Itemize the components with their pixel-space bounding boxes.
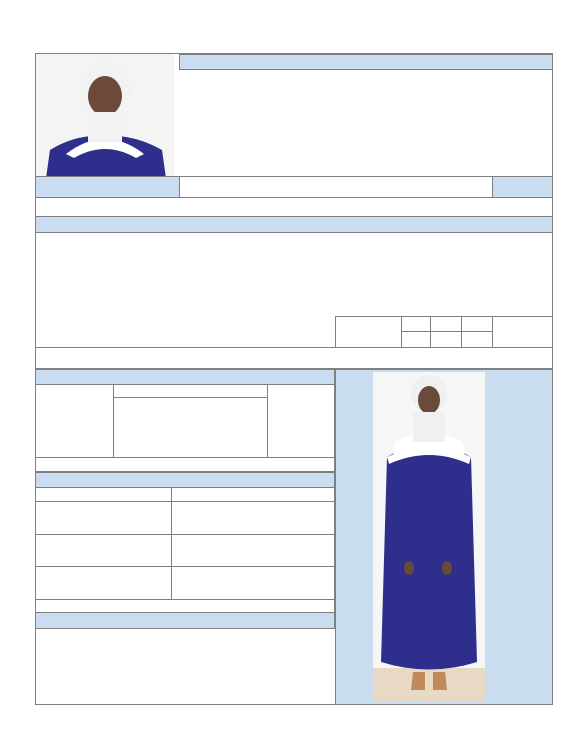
work-bottom-blank (35, 599, 335, 613)
arabic-cell (267, 384, 335, 458)
language-top-blank (113, 384, 268, 398)
qualification-secondary-check[interactable] (430, 331, 462, 348)
work-row-3-country[interactable] (171, 566, 335, 600)
qualification-high[interactable] (401, 316, 431, 332)
qualification-options (401, 316, 493, 348)
work-row-1-years[interactable] (35, 501, 172, 535)
work-row-2-country[interactable] (171, 534, 335, 567)
qualification-label (335, 316, 402, 348)
qualification-high-check[interactable] (401, 331, 431, 348)
qualification-primary-check[interactable] (461, 331, 493, 348)
applicant-photo-full-body (373, 372, 485, 702)
full-name-label (35, 176, 180, 198)
work-row-1-country[interactable] (171, 501, 335, 535)
work-row-2-years[interactable] (35, 534, 172, 567)
qualification-secondary[interactable] (430, 316, 462, 332)
work-col-country (171, 487, 335, 502)
spacer-row (35, 197, 553, 217)
full-name-label-ar (492, 176, 553, 198)
form-title (179, 54, 553, 70)
applicant-photo-portrait (36, 54, 174, 178)
skills-header (35, 612, 335, 629)
spacer-row-2 (35, 347, 553, 369)
work-experience-header (35, 472, 335, 488)
language-header (35, 369, 335, 385)
qualification-primary[interactable] (461, 316, 493, 332)
work-row-3-years[interactable] (35, 566, 172, 600)
work-col-years (35, 487, 172, 502)
language-bottom-blank (35, 457, 335, 472)
english-cell (35, 384, 114, 458)
qualification-label-ar (492, 316, 553, 348)
application-details-header (35, 216, 553, 233)
full-name-value (179, 176, 493, 198)
